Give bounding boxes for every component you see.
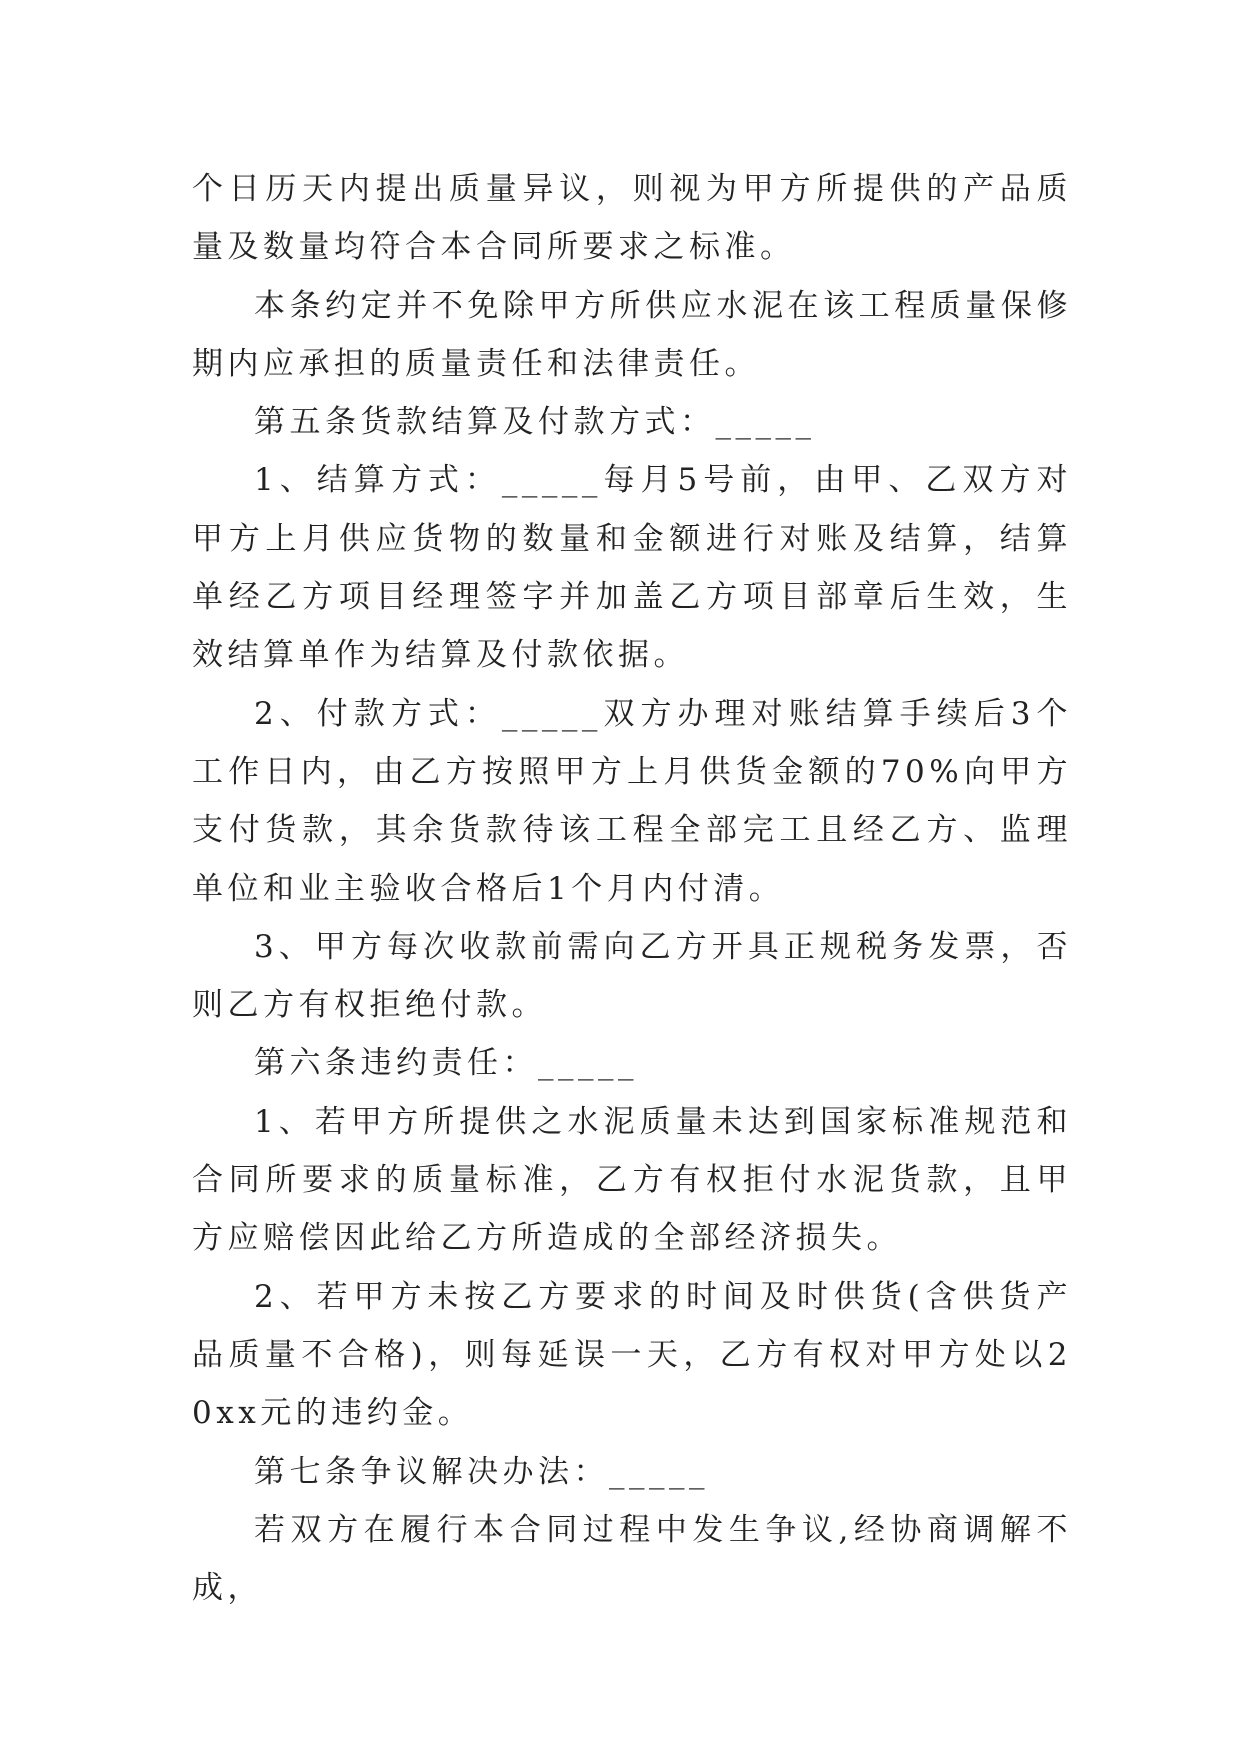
paragraph-delivery-delay: 2、若甲方未按乙方要求的时间及时供货(含供货产品质量不合格)，则每延误一天，乙方有权对甲方处以20xx元的违约金。 [192,1278,1072,1432]
heading-article-5: 第五条货款结算及付款方式：_____ [254,404,816,441]
heading-article-6: 第六条违约责任：_____ [254,1045,638,1082]
paragraph-settlement-method: 1、结算方式：_____每月5号前，由甲、乙双方对甲方上月供应货物的数量和金额进行对账及结算，结算单经乙方项目经理签字并加盖乙方项目部章后生效，生效结算单作为结算及付款依据。 [192,462,1072,674]
paragraph-quality-objection: 个日历天内提出质量异议，则视为甲方所提供的产品质量及数量均符合本合同所要求之标准。 [192,171,1072,266]
heading-article-7: 第七条争议解决办法：_____ [254,1453,709,1490]
paragraph-payment-method: 2、付款方式：_____双方办理对账结算手续后3个工作日内，由乙方按照甲方上月供货金额的70%向甲方支付货款，其余货款待该工程全部完工且经乙方、监理单位和业主验收合格后1个月内付清。 [192,695,1072,907]
paragraph-quality-breach: 1、若甲方所提供之水泥质量未达到国家标准规范和合同所要求的质量标准，乙方有权拒付水泥货款，且甲方应赔偿因此给乙方所造成的全部经济损失。 [192,1103,1072,1257]
paragraph-warranty-responsibility: 本条约定并不免除甲方所供应水泥在该工程质量保修期内应承担的质量责任和法律责任。 [192,287,1072,382]
paragraph-invoice-requirement: 3、甲方每次收款前需向乙方开具正规税务发票，否则乙方有权拒绝付款。 [192,928,1072,1024]
contract-body [192,160,1072,1617]
paragraph-dispute-resolution: 若双方在履行本合同过程中发生争议,经协商调解不成， [192,1511,1072,1607]
